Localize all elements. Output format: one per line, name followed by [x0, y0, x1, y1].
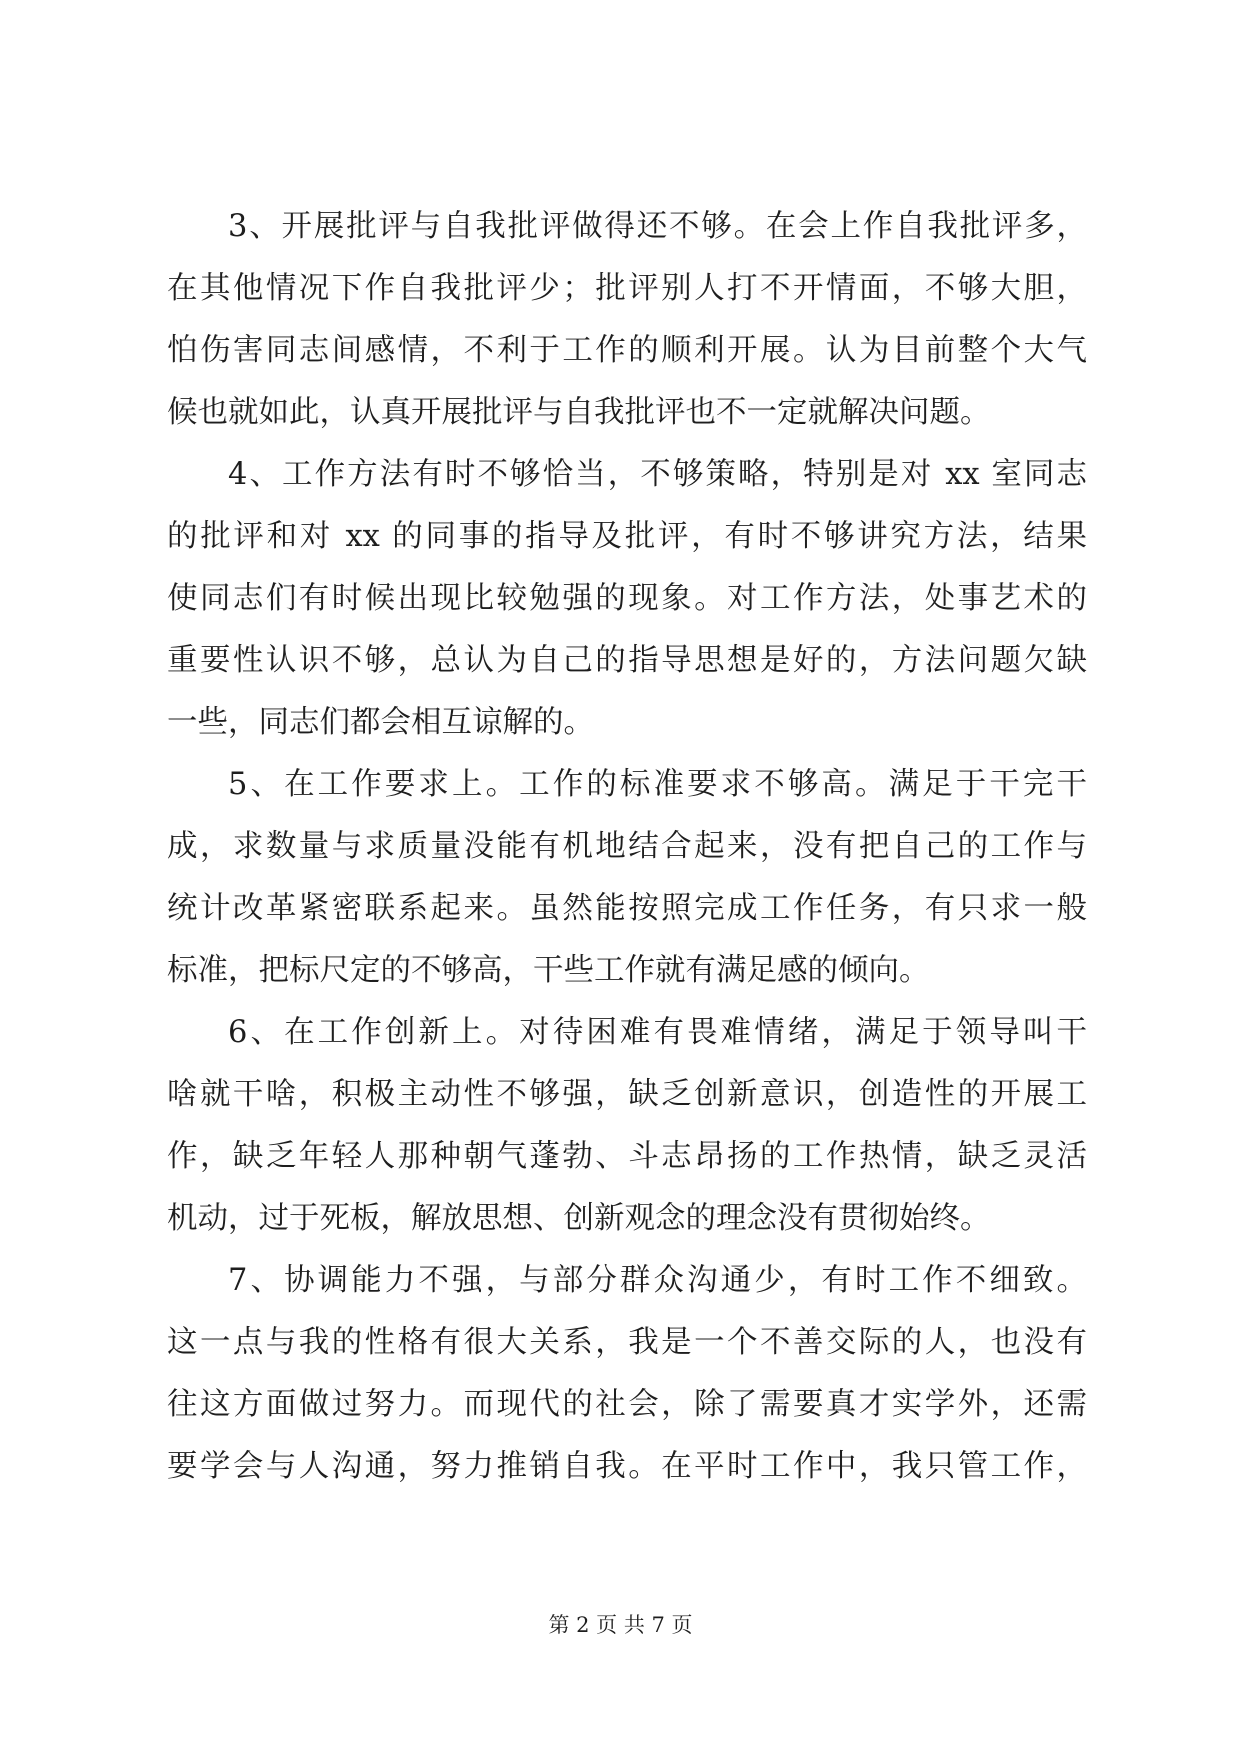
text-line: 这一点与我的性格有很大关系，我是一个不善交际的人，也没有 — [167, 1325, 1087, 1360]
text-line: 6、在工作创新上。对待困难有畏难情绪，满足于领导叫干 — [228, 1015, 1087, 1050]
text-line: 要学会与人沟通，努力推销自我。在平时工作中，我只管工作， — [167, 1449, 1087, 1484]
text-line: 往这方面做过努力。而现代的社会，除了需要真才实学外，还需 — [167, 1387, 1087, 1422]
text-line: 5、在工作要求上。工作的标准要求不够高。满足于干完干 — [228, 767, 1087, 802]
text-line: 4、工作方法有时不够恰当，不够策略，特别是对 xx 室同志 — [228, 457, 1087, 492]
text-line: 怕伤害同志间感情，不利于工作的顺利开展。认为目前整个大气 — [167, 333, 1087, 368]
paragraph-item-3 — [167, 196, 1087, 444]
paragraph-item-5 — [167, 754, 1087, 1002]
document-body — [167, 196, 1087, 1498]
text-line: 候也就如此，认真开展批评与自我批评也不一定就解决问题。 — [167, 395, 991, 430]
text-line: 的批评和对 xx 的同事的指导及批评，有时不够讲究方法，结果 — [167, 519, 1087, 554]
text-line: 使同志们有时候出现比较勉强的现象。对工作方法，处事艺术的 — [167, 581, 1087, 616]
paragraph-item-4 — [167, 444, 1087, 754]
text-line: 在其他情况下作自我批评少；批评别人打不开情面，不够大胆， — [167, 271, 1087, 306]
text-line: 成，求数量与求质量没能有机地结合起来，没有把自己的工作与 — [167, 829, 1087, 864]
text-line: 统计改革紧密联系起来。虽然能按照完成工作任务，有只求一般 — [167, 891, 1087, 926]
text-line: 标准，把标尺定的不够高，干些工作就有满足感的倾向。 — [167, 953, 930, 988]
text-line: 作，缺乏年轻人那种朝气蓬勃、斗志昂扬的工作热情，缺乏灵活 — [167, 1139, 1087, 1174]
text-line: 啥就干啥，积极主动性不够强，缺乏创新意识，创造性的开展工 — [167, 1077, 1087, 1112]
text-line: 重要性认识不够，总认为自己的指导思想是好的，方法问题欠缺 — [167, 643, 1087, 678]
text-line: 7、协调能力不强，与部分群众沟通少，有时工作不细致。 — [228, 1263, 1087, 1298]
page-number-footer: 第 2 页 共 7 页 — [548, 1613, 693, 1637]
text-line: 一些，同志们都会相互谅解的。 — [167, 705, 594, 740]
paragraph-item-7 — [167, 1250, 1087, 1498]
text-line: 3、开展批评与自我批评做得还不够。在会上作自我批评多， — [228, 209, 1087, 244]
paragraph-item-6 — [167, 1002, 1087, 1250]
text-line: 机动，过于死板，解放思想、创新观念的理念没有贯彻始终。 — [167, 1201, 991, 1236]
